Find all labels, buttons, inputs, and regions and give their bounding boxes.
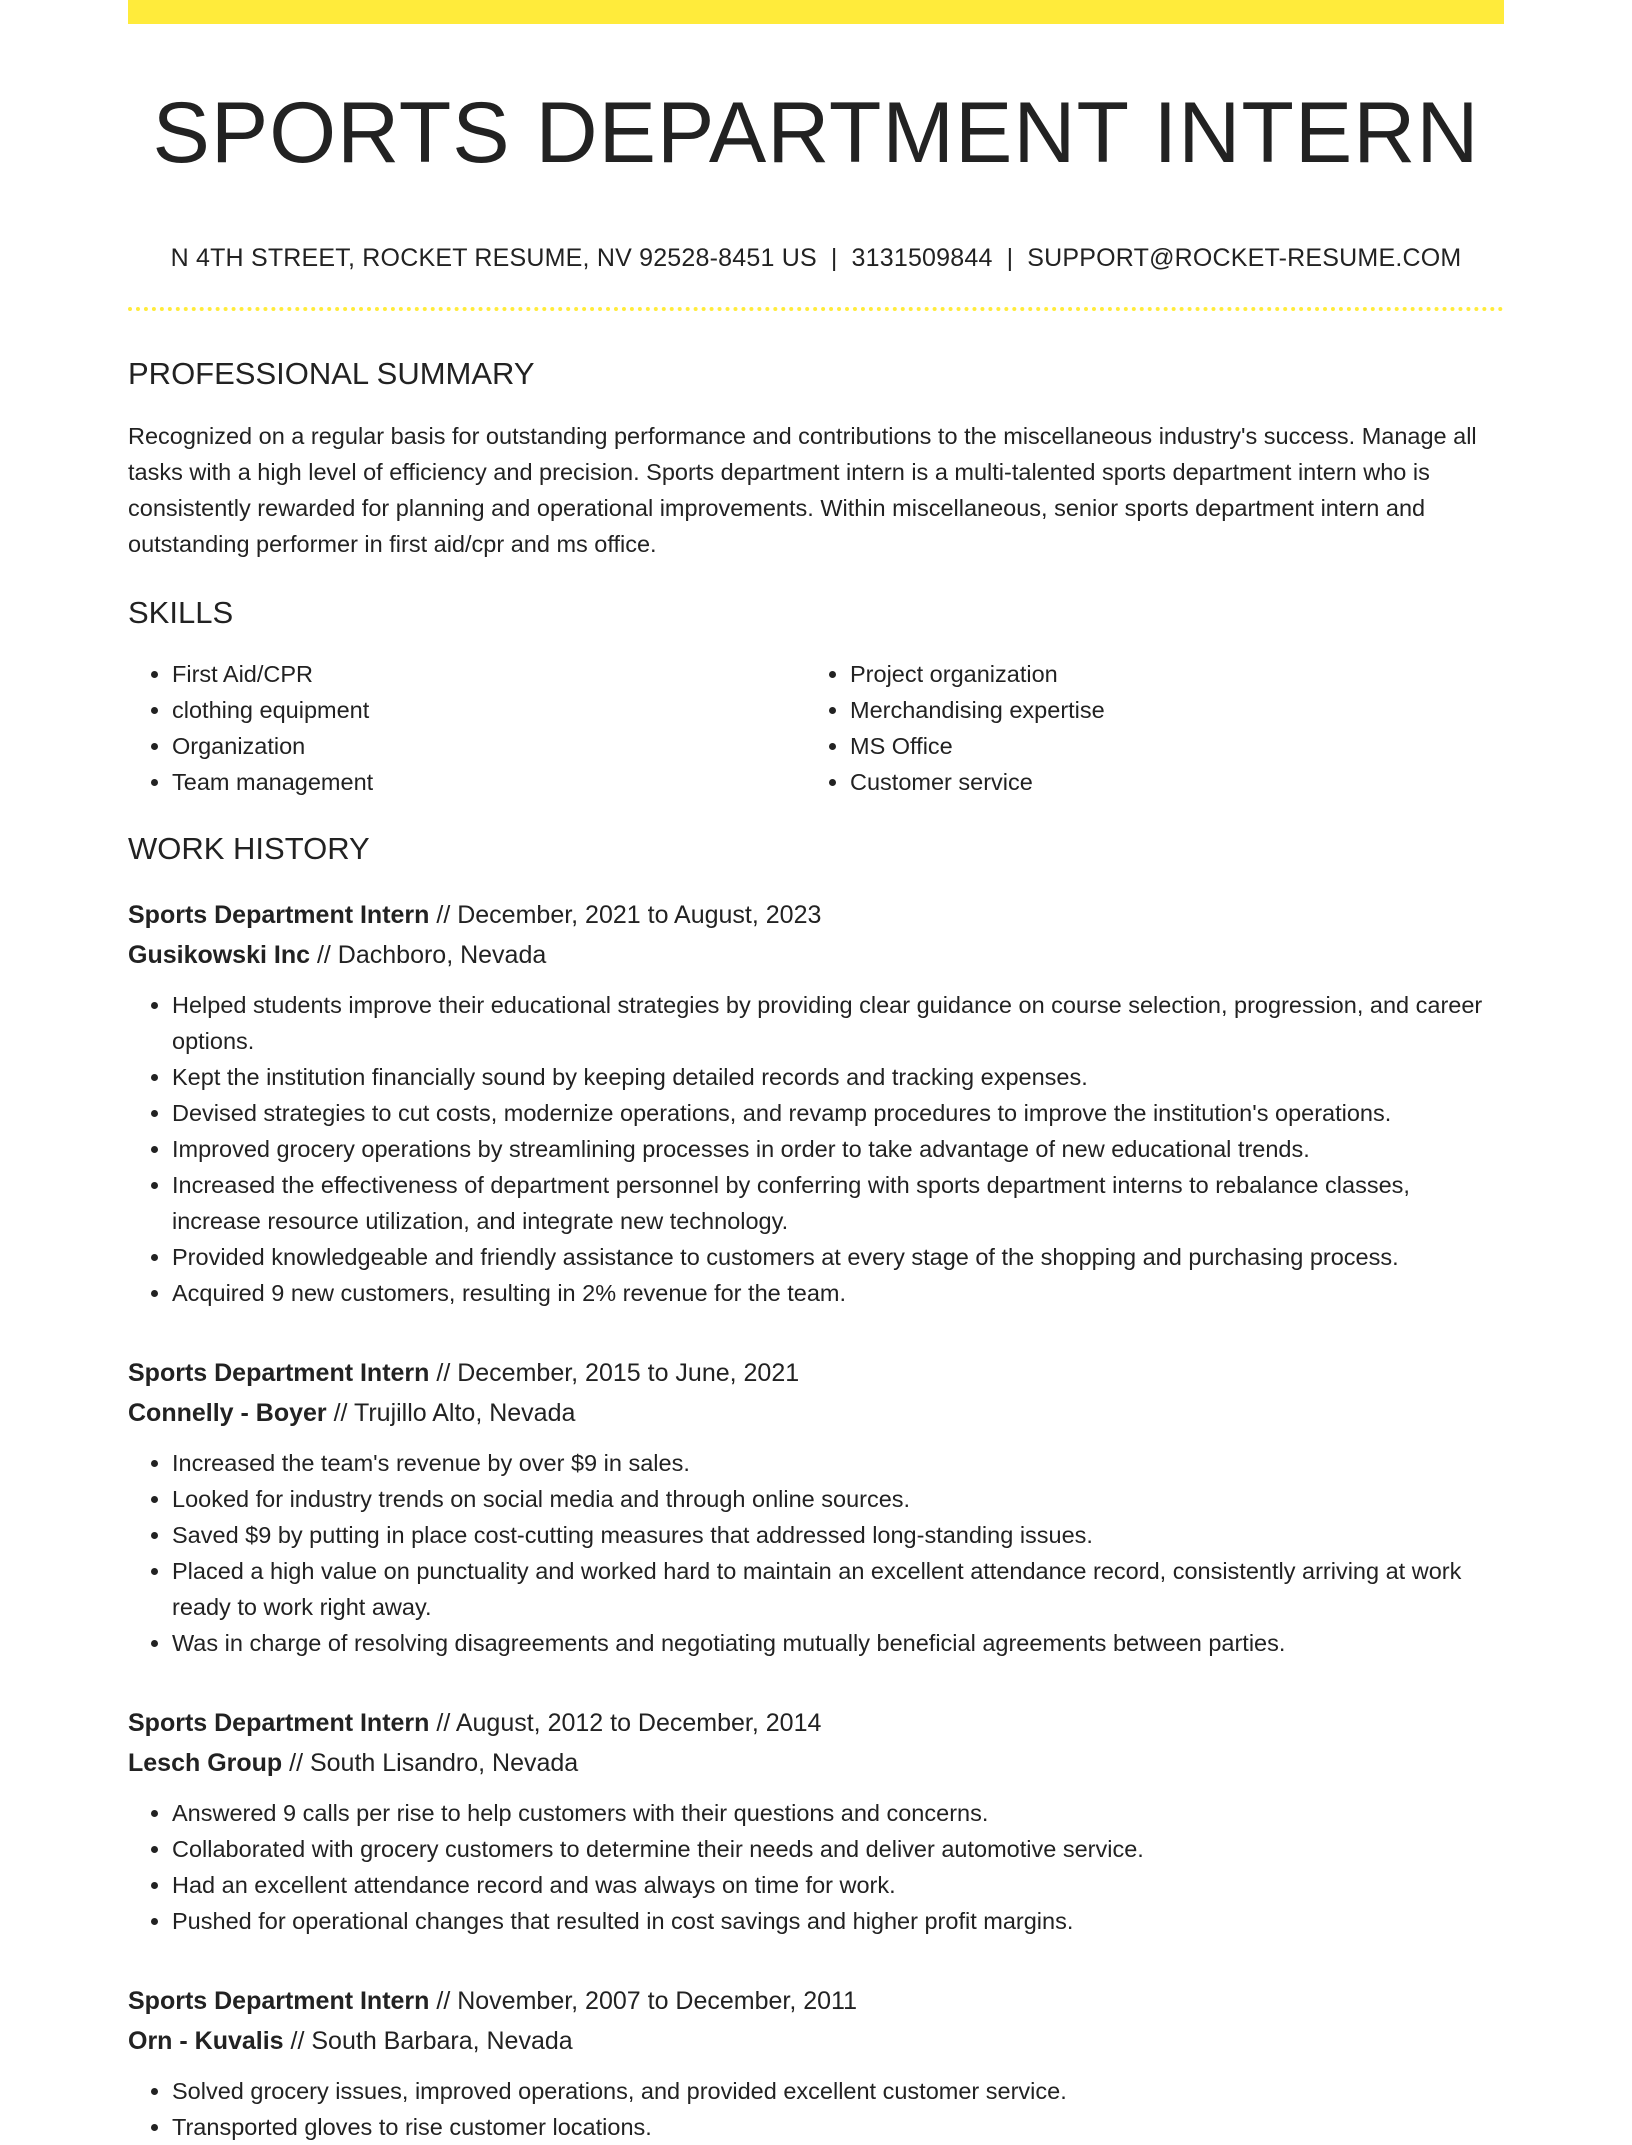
job-role: Sports Department Intern — [128, 1358, 430, 1387]
job-entry — [128, 1353, 1504, 1661]
job-title-line — [128, 895, 1504, 935]
job-bullet: • Placed a high value on punctuality and worked hard to maintain an excellent attendance record, consistently arriving at work ready to work right away. — [172, 1553, 1504, 1625]
job-bullet: • Had an excellent attendance record and was always on time for work. — [172, 1867, 1504, 1903]
job-entry — [128, 1703, 1504, 1939]
job-dates: // November, 2007 to December, 2011 — [436, 1986, 858, 2015]
skills-column-right — [806, 656, 1484, 800]
work-history-heading: WORK HISTORY — [128, 830, 370, 866]
job-bullet: • Solved grocery issues, improved operations, and provided excellent customer service. — [172, 2073, 1504, 2109]
contact-line — [128, 243, 1504, 273]
skills-list — [128, 656, 1504, 800]
skill-item: • Merchandising expertise — [850, 692, 1484, 728]
summary-text: Recognized on a regular basis for outstanding performance and contributions to the miscellaneous industry's success. Manage all tasks with a high level of efficiency and precision. Sports department intern is a multi-talented sports department intern who is consistently rewarded for planning and operational improvements. Within miscellaneous, senior sports department intern and outstanding performer in first aid/cpr and ms office. — [128, 423, 1477, 558]
job-bullet: • Helped students improve their educational strategies by providing clear guidance on course selection, progression, and career options. — [172, 987, 1504, 1059]
job-bullet: • Improved grocery operations by streamlining processes in order to take advantage of new educational trends. — [172, 1131, 1504, 1167]
job-bullets — [128, 987, 1504, 1311]
skill-item: • Project organization — [850, 656, 1484, 692]
job-dates: // December, 2021 to August, 2023 — [436, 900, 822, 929]
job-bullet: • Increased the team's revenue by over $9 in sales. — [172, 1445, 1504, 1481]
skill-item: • First Aid/CPR — [172, 656, 806, 692]
accent-bar — [128, 0, 1504, 24]
job-bullet: • Collaborated with grocery customers to determine their needs and deliver automotive service. — [172, 1831, 1504, 1867]
summary-heading: PROFESSIONAL SUMMARY — [128, 356, 535, 392]
job-location: // Dachboro, Nevada — [316, 940, 547, 969]
job-company: Gusikowski Inc — [128, 940, 311, 969]
contact-phone: 3131509844 — [851, 244, 993, 273]
contact-separator: | — [830, 244, 838, 273]
skill-item: • Organization — [172, 728, 806, 764]
job-role: Sports Department Intern — [128, 900, 430, 929]
job-company-line — [128, 1743, 1504, 1783]
job-title-line — [128, 1981, 1504, 2021]
job-company: Connelly - Boyer — [128, 1398, 327, 1427]
job-bullet: • Was in charge of resolving disagreements and negotiating mutually beneficial agreements between parties. — [172, 1625, 1504, 1661]
job-entry — [128, 1981, 1504, 2145]
resume-page — [128, 0, 1504, 2145]
contact-email: SUPPORT@ROCKET-RESUME.COM — [1027, 244, 1462, 273]
contact-separator: | — [1006, 244, 1014, 273]
job-title-line — [128, 1353, 1504, 1393]
job-location: // Trujillo Alto, Nevada — [333, 1398, 576, 1427]
job-location: // South Barbara, Nevada — [290, 2026, 573, 2055]
dotted-divider — [128, 307, 1504, 311]
job-role: Sports Department Intern — [128, 1708, 430, 1737]
job-bullet: • Saved $9 by putting in place cost-cutting measures that addressed long-standing issues. — [172, 1517, 1504, 1553]
job-bullet: • Devised strategies to cut costs, modernize operations, and revamp procedures to improve the institution's operations. — [172, 1095, 1504, 1131]
job-company-line — [128, 935, 1504, 975]
skill-item: • Customer service — [850, 764, 1484, 800]
job-bullets — [128, 1795, 1504, 1939]
job-bullet: • Kept the institution financially sound by keeping detailed records and tracking expenses. — [172, 1059, 1504, 1095]
job-company: Lesch Group — [128, 1748, 283, 1777]
job-role: Sports Department Intern — [128, 1986, 430, 2015]
job-company-line — [128, 1393, 1504, 1433]
job-company-line — [128, 2021, 1504, 2061]
job-bullet: • Provided knowledgeable and friendly assistance to customers at every stage of the shopping and purchasing process. — [172, 1239, 1504, 1275]
job-bullet: • Answered 9 calls per rise to help customers with their questions and concerns. — [172, 1795, 1504, 1831]
job-bullet: • Increased the effectiveness of department personnel by conferring with sports department interns to rebalance classes, increase resource utilization, and integrate new technology. — [172, 1167, 1504, 1239]
job-bullet: • Pushed for operational changes that resulted in cost savings and higher profit margins. — [172, 1903, 1504, 1939]
skills-column-left — [128, 656, 806, 800]
job-dates: // August, 2012 to December, 2014 — [436, 1708, 822, 1737]
job-bullet: • Transported gloves to rise customer locations. — [172, 2109, 1504, 2145]
job-bullet: • Acquired 9 new customers, resulting in 2% revenue for the team. — [172, 1275, 1504, 1311]
skill-item: • clothing equipment — [172, 692, 806, 728]
skill-item: • MS Office — [850, 728, 1484, 764]
resume-name: SPORTS DEPARTMENT INTERN — [152, 85, 1480, 181]
job-location: // South Lisandro, Nevada — [289, 1748, 579, 1777]
job-title-line — [128, 1703, 1504, 1743]
job-bullets — [128, 2073, 1504, 2145]
contact-address: N 4TH STREET, ROCKET RESUME, NV 92528-8451 US — [170, 244, 817, 273]
job-entry — [128, 895, 1504, 1311]
job-dates: // December, 2015 to June, 2021 — [436, 1358, 800, 1387]
skill-item: • Team management — [172, 764, 806, 800]
job-bullet: • Looked for industry trends on social media and through online sources. — [172, 1481, 1504, 1517]
skills-heading: SKILLS — [128, 595, 234, 631]
job-bullets — [128, 1445, 1504, 1661]
job-company: Orn - Kuvalis — [128, 2026, 284, 2055]
